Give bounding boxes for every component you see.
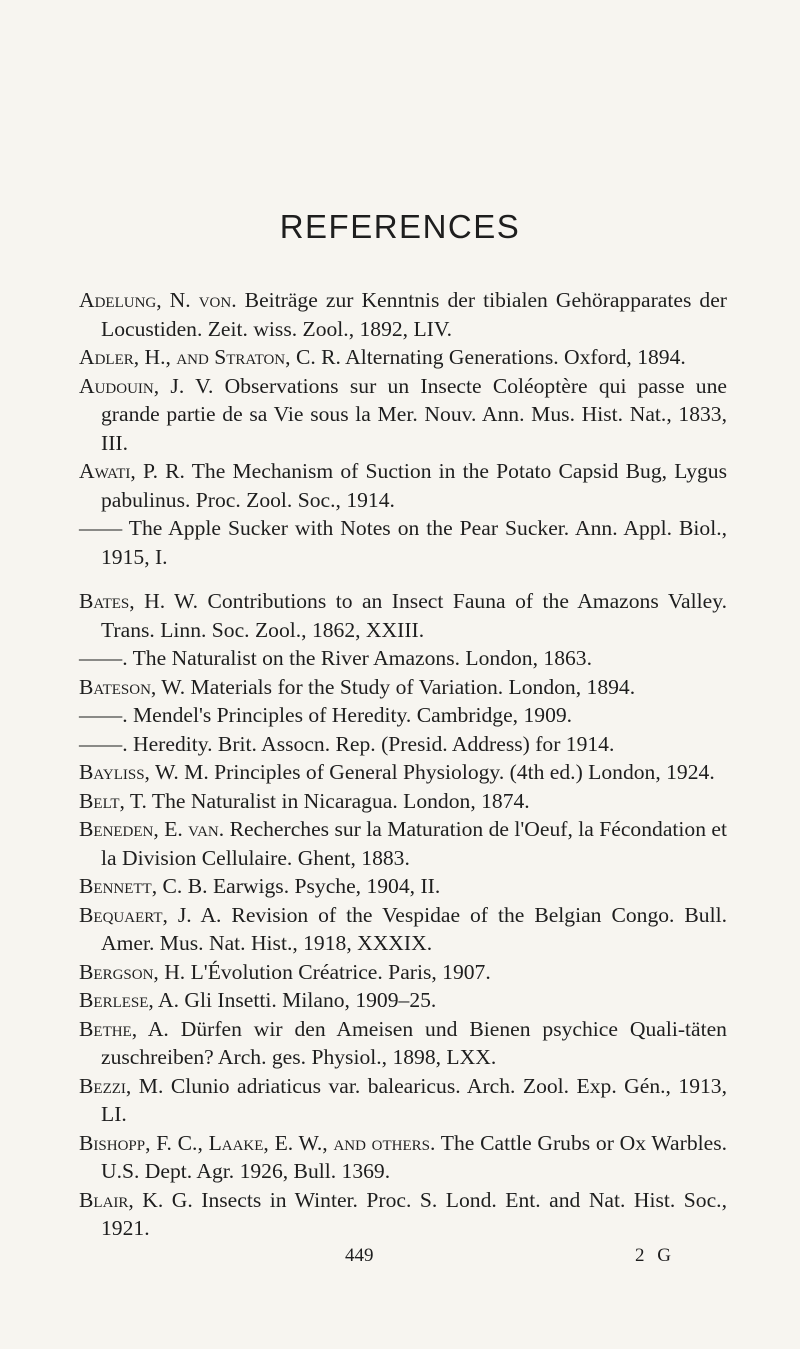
reference-author: Bateson, W. <box>79 674 186 699</box>
reference-text: Insects in Winter. Proc. S. Lond. Ent. and Nat. Hist. Soc., 1921. <box>101 1187 727 1240</box>
reference-author: Bequaert, J. A. <box>79 902 222 927</box>
reference-author: Blair, K. G. <box>79 1187 193 1212</box>
reference-entry <box>79 958 727 987</box>
reference-text: —— The Apple Sucker with Notes on the Pear Sucker. Ann. Appl. Biol., 1915, I. <box>79 516 727 569</box>
reference-author: Bates, H. W. <box>79 589 198 613</box>
reference-entry <box>79 673 727 702</box>
reference-text: ——. Mendel's Principles of Heredity. Cambridge, 1909. <box>79 703 573 727</box>
reference-author: Bergson, H. <box>79 959 186 984</box>
reference-entry <box>79 730 727 759</box>
reference-text: Gli Insetti. Milano, 1909–25. <box>184 988 437 1012</box>
reference-text: The Naturalist in Nicaragua. London, 1874. <box>151 788 530 813</box>
reference-text: Alternating Generations. Oxford, 1894. <box>345 345 686 369</box>
reference-text: Recherches sur la Maturation de l'Oeuf, la Fécondation et la Division Cellulaire. Ghent, 1883. <box>101 817 727 870</box>
reference-entry <box>79 901 727 958</box>
reference-text: The Cattle Grubs or Ox Warbles. U.S. Dept. Agr. 1926, Bull. 1369. <box>101 1130 727 1183</box>
reference-list <box>79 286 727 1243</box>
reference-entry <box>79 372 727 458</box>
reference-entry <box>79 701 727 730</box>
reference-text: Clunio adriaticus var. balearicus. Arch. Zool. Exp. Gén., 1913, LI. <box>101 1073 727 1126</box>
reference-author: Berlese, A. <box>79 988 179 1012</box>
reference-text: Materials for the Study of Variation. London, 1894. <box>190 674 636 699</box>
reference-author: Bethe, A. <box>79 1016 169 1041</box>
reference-author: Bennett, C. B. <box>79 874 208 898</box>
reference-entry <box>79 587 727 644</box>
reference-text: Revision of the Vespidae of the Belgian Congo. Bull. Amer. Mus. Nat. Hist., 1918, XXXIX. <box>101 902 728 955</box>
reference-entry <box>79 286 727 343</box>
reference-author: Audouin, J. V. <box>79 373 214 398</box>
reference-author: Bezzi, M. <box>79 1073 164 1098</box>
reference-entry <box>79 1072 727 1129</box>
reference-author: Awati, P. R. <box>79 459 185 483</box>
reference-text: ——. The Naturalist on the River Amazons. London, 1863. <box>79 646 592 670</box>
reference-author: Adelung, N. von. <box>79 288 237 312</box>
reference-author: Beneden, E. van. <box>79 817 225 841</box>
reference-text: Principles of General Physiology. (4th ed.) London, 1924. <box>214 760 715 784</box>
reference-author: Bishopp, F. C., Laake, E. W., and others. <box>79 1130 436 1155</box>
reference-author: Bayliss, W. M. <box>79 760 209 784</box>
reference-entry <box>79 1186 727 1243</box>
reference-text: Beiträge zur Kenntnis der tibialen Gehörapparates der Locustiden. Zeit. wiss. Zool., 1892, LIV. <box>101 288 727 341</box>
reference-entry <box>79 986 727 1015</box>
reference-entry <box>79 457 727 514</box>
reference-text: Dürfen wir den Ameisen und Bienen psychice Quali-täten zuschreiben? Arch. ges. Physiol., 1898, LXX. <box>101 1016 727 1069</box>
reference-entry <box>79 1015 727 1072</box>
reference-entry <box>79 787 727 816</box>
reference-text: Observations sur un Insecte Coléoptère qui passe une grande partie de sa Vie sous la Mer. Nouv. Ann. Mus. Hist. Nat., 1833, III. <box>101 373 727 455</box>
reference-text: Earwigs. Psyche, 1904, II. <box>212 874 441 898</box>
reference-author: Belt, T. <box>79 788 147 813</box>
reference-entry <box>79 872 727 901</box>
reference-text: L'Évolution Créatrice. Paris, 1907. <box>190 959 491 984</box>
reference-entry <box>79 343 727 372</box>
reference-text: Contributions to an Insect Fauna of the Amazons Valley. Trans. Linn. Soc. Zool., 1862, XXIII. <box>101 589 727 642</box>
reference-entry <box>79 815 727 872</box>
signature-mark: 2 G <box>635 1245 675 1266</box>
reference-author: Adler, H., and Straton, C. R. <box>79 345 341 369</box>
reference-text: ——. Heredity. Brit. Assocn. Rep. (Presid. Address) for 1914. <box>79 731 615 756</box>
reference-entry <box>79 1129 727 1186</box>
reference-entry <box>79 758 727 787</box>
reference-text: The Mechanism of Suction in the Potato Capsid Bug, Lygus pabulinus. Proc. Zool. Soc., 1914. <box>101 459 727 512</box>
page-number: 449 <box>345 1245 374 1266</box>
page-heading: REFERENCES <box>279 208 521 245</box>
reference-entry <box>79 644 727 673</box>
reference-entry <box>79 514 727 571</box>
